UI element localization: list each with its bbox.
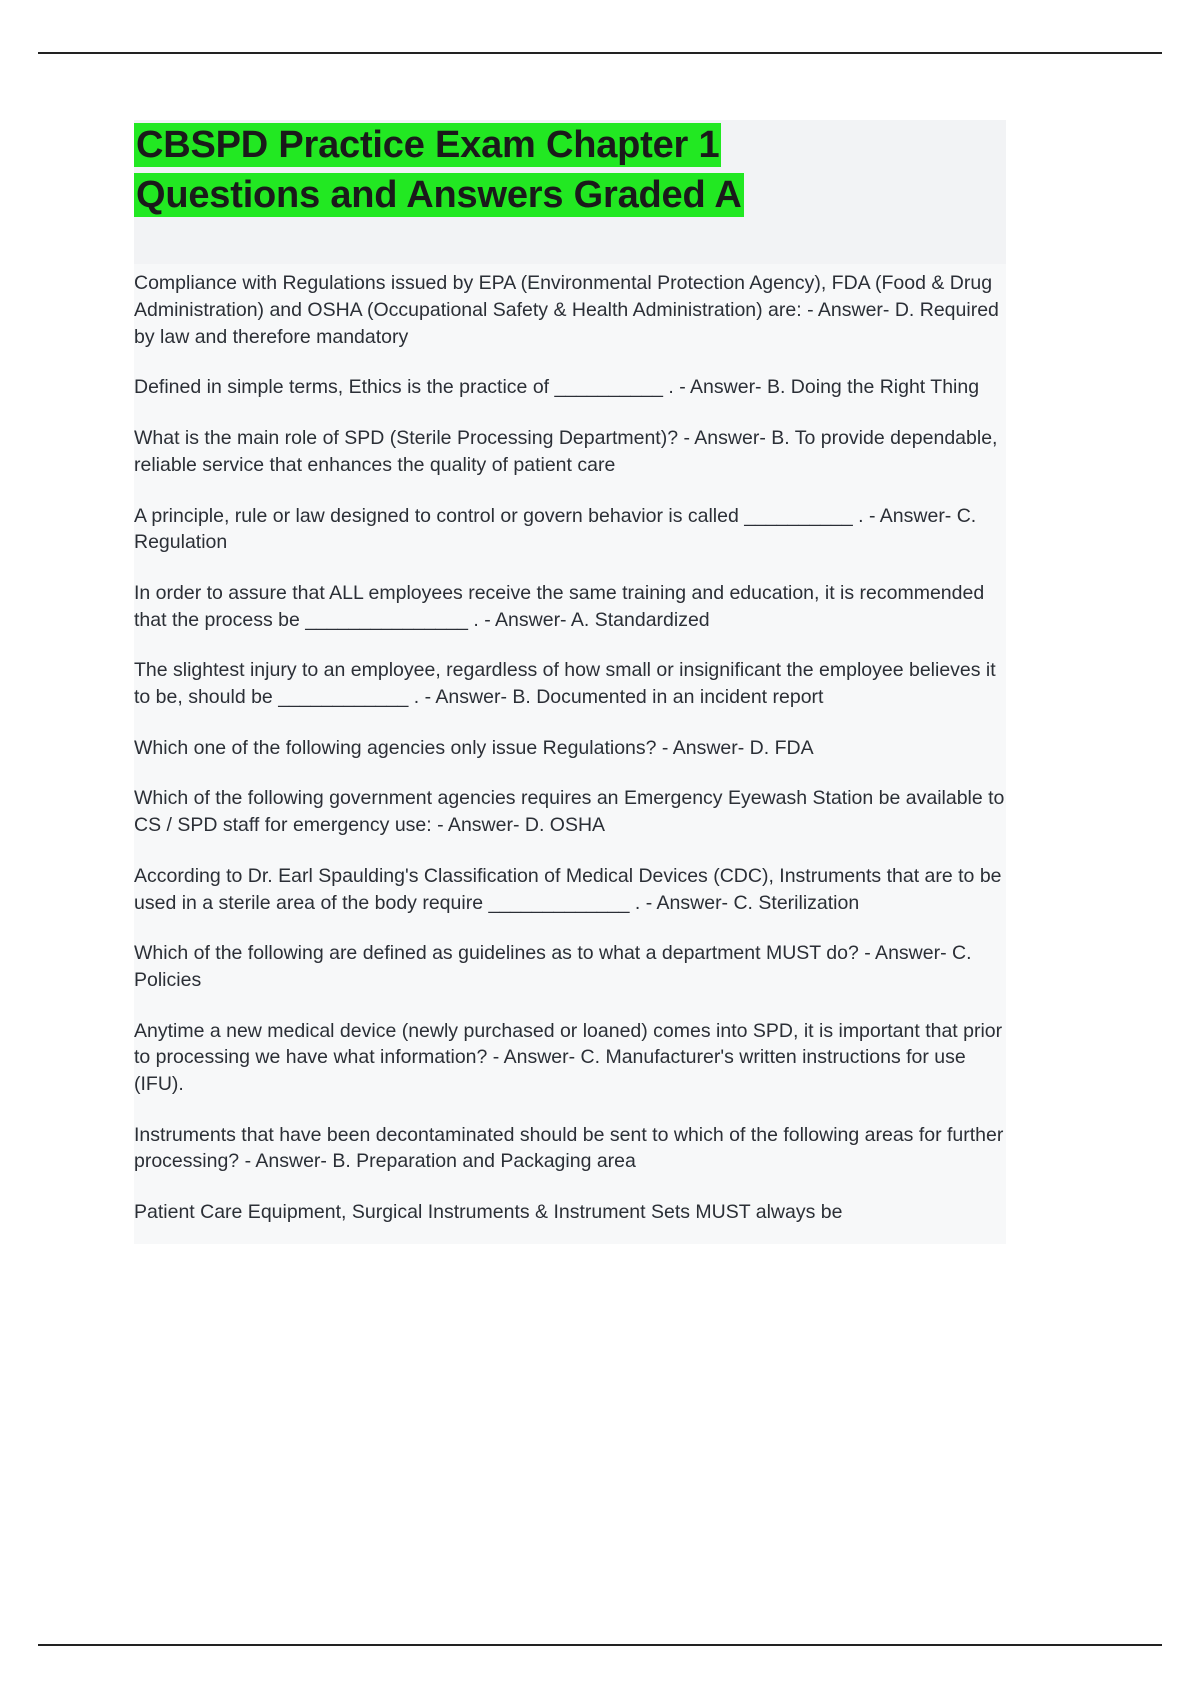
- qa-item: Which one of the following agencies only issue Regulations? - Answer- D. FDA: [134, 736, 814, 759]
- qa-item: What is the main role of SPD (Sterile Processing Department)? - Answer- B. To provide dependable, reliable service that enhances the quality of patient care: [134, 427, 998, 476]
- page-top-rule: [38, 52, 1162, 54]
- page-bottom-rule: [38, 1644, 1162, 1646]
- qa-item: Anytime a new medical device (newly purchased or loaned) comes into SPD, it is important that prior to processing we have what information? - Answer- C. Manufacturer's written instructions for use (IFU).: [134, 1019, 1003, 1096]
- qa-item: According to Dr. Earl Spaulding's Classification of Medical Devices (CDC), Instruments that are to be used in a sterile area of the body require _____________ . - Answer- C. Sterilization: [134, 864, 1002, 914]
- qa-item: Which of the following government agencies requires an Emergency Eyewash Station be available to CS / SPD staff for emergency use: - Answer- D. OSHA: [134, 787, 1005, 837]
- qa-item: Which of the following are defined as guidelines as to what a department MUST do? - Answer- C. Policies: [134, 942, 972, 991]
- qa-item: Instruments that have been decontaminated should be sent to which of the following areas for further processing? - Answer- B. Preparation and Packaging area: [134, 1123, 1004, 1173]
- page-title-line-1: CBSPD Practice Exam Chapter 1: [136, 124, 720, 166]
- qa-item: The slightest injury to an employee, regardless of how small or insignificant the employee believes it to be, should be ____________ . - Answer- B. Documented in an incident report: [134, 659, 996, 709]
- document-content: [134, 120, 1006, 1244]
- page-title: [134, 120, 1006, 220]
- qa-item: Compliance with Regulations issued by EPA (Environmental Protection Agency), FDA (Food & Drug Administration) and OSHA (Occupational Safety & Health Administration) are: - Answer- D. Required by law and therefore mandatory: [134, 272, 999, 348]
- title-block: [134, 120, 1006, 264]
- qa-list: [134, 264, 1006, 1244]
- qa-item: Defined in simple terms, Ethics is the practice of __________ . - Answer- B. Doing the Right Thing: [134, 376, 980, 399]
- qa-item: In order to assure that ALL employees receive the same training and education, it is recommended that the process be _______________ . - Answer- A. Standardized: [134, 581, 985, 631]
- qa-item: A principle, rule or law designed to control or govern behavior is called __________ . - Answer- C. Regulation: [134, 504, 977, 554]
- qa-item: Patient Care Equipment, Surgical Instruments & Instrument Sets MUST always be: [134, 1201, 843, 1224]
- page-title-line-2: Questions and Answers Graded A: [136, 174, 742, 217]
